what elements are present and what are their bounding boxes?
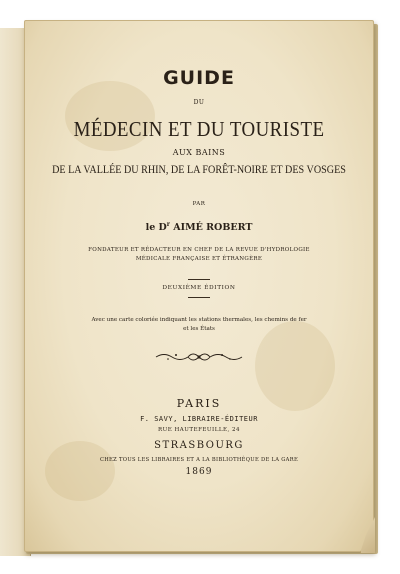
author-line [25, 221, 373, 233]
subtitle-aux-bains: AUX BAINS [172, 148, 226, 157]
map-note-line-2: et les États [183, 326, 215, 332]
by-label: PAR [192, 201, 206, 207]
imprint-city-paris: PARIS [176, 397, 222, 410]
map-note-line-1: Avec une carte coloriée indiquant les stations thermales, les chemins de fer [91, 317, 307, 323]
author-name: AIMÉ ROBERT [169, 222, 253, 234]
page-corner-curl [360, 517, 375, 553]
divider-rule [188, 279, 210, 280]
imprint-year: 1869 [185, 467, 213, 477]
author-prefix: le D [145, 222, 167, 234]
author-sup: r [166, 221, 170, 228]
title-guide: GUIDE [163, 67, 235, 89]
imprint-publisher: F. SAVY, LIBRAIRE-ÉDITEUR [140, 415, 258, 423]
divider-rule [188, 297, 210, 298]
imprint-city-strasbourg: STRASBOURG [154, 440, 244, 451]
author-role-2: MÉDICALE FRANÇAISE ET ÉTRANGÈRE [135, 256, 263, 262]
author-role-1: FONDATEUR ET RÉDACTEUR EN CHEF DE LA REVUE D'HYDROLOGIE [88, 247, 310, 253]
title-du: DU [193, 99, 205, 106]
edition-label: DEUXIÈME ÉDITION [162, 285, 236, 291]
title-page [24, 20, 374, 552]
subtitle-region: DE LA VALLÉE DU RHIN, DE LA FORÊT-NOIRE ET DES VOSGES [52, 164, 346, 176]
imprint-distribution: CHEZ TOUS LES LIBRAIRES ET A LA BIBLIOTHÈQUE DE LA GARE [99, 457, 299, 463]
floral-rule-ornament-icon [154, 351, 244, 363]
imprint-address: RUE HAUTEFEUILLE, 24 [157, 427, 241, 433]
main-title: MÉDECIN ET DU TOURISTE [73, 117, 325, 141]
